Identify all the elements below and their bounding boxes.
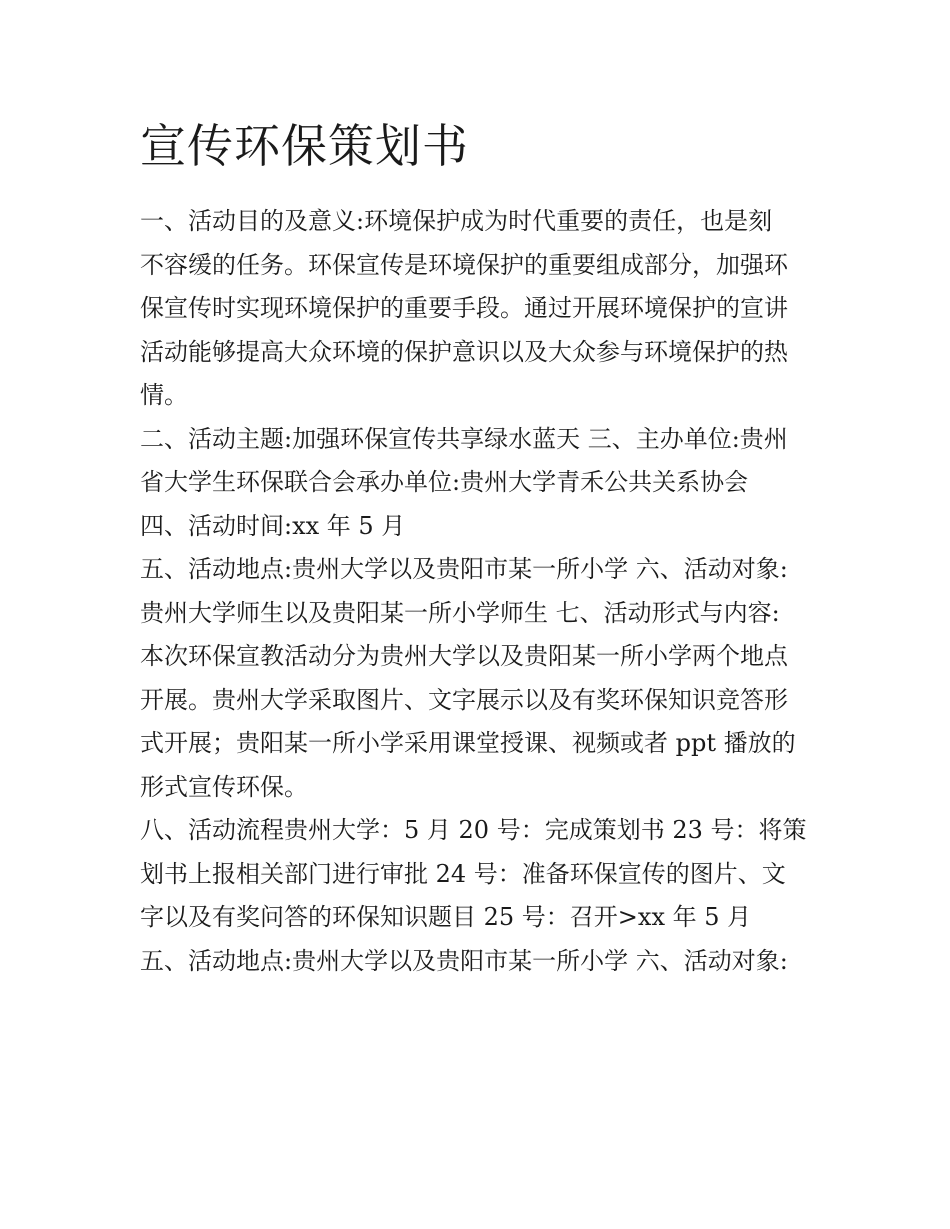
text-line-5: 情。 [140, 381, 188, 409]
text-line-15: 八、活动流程贵州大学：5 月 20 号：完成策划书 23 号：将策 [140, 816, 807, 844]
text-line-13: 式开展；贵阳某一所小学采用课堂授课、视频或者 ppt 播放的 [140, 729, 796, 757]
text-line-14: 形式宣传环保。 [140, 772, 308, 801]
document-body [140, 200, 820, 983]
text-line-10: 贵州大学师生以及贵阳某一所小学师生 七、活动形式与内容: [140, 598, 780, 627]
text-line-17: 字以及有奖问答的环保知识题目 25 号：召开>xx 年 5 月 [140, 903, 752, 931]
text-line-3: 保宣传时实现环境保护的重要手段。通过开展环境保护的宣讲 [140, 294, 788, 322]
text-line-12: 开展。贵州大学采取图片、文字展示以及有奖环保知识竞答形 [140, 685, 788, 714]
document-title: 宣传环保策划书 [140, 119, 469, 173]
text-line-18: 五、活动地点:贵州大学以及贵阳市某一所小学 六、活动对象: [140, 946, 788, 975]
text-line-11: 本次环保宣教活动分为贵州大学以及贵阳某一所小学两个地点 [140, 642, 788, 670]
text-line-1: 一、活动目的及意义:环境保护成为时代重要的责任，也是刻 [140, 207, 773, 235]
text-line-16: 划书上报相关部门进行审批 24 号：准备环保宣传的图片、文 [140, 859, 786, 888]
text-line-8: 四、活动时间:xx 年 5 月 [140, 511, 406, 540]
text-line-2: 不容缓的任务。环保宣传是环境保护的重要组成部分，加强环 [140, 250, 788, 279]
text-line-7: 省大学生环保联合会承办单位:贵州大学青禾公共关系协会 [140, 468, 749, 496]
text-line-9: 五、活动地点:贵州大学以及贵阳市某一所小学 六、活动对象: [140, 555, 788, 583]
text-line-6: 二、活动主题:加强环保宣传共享绿水蓝天 三、主办单位:贵州 [140, 424, 788, 453]
text-line-4: 活动能够提高大众环境的保护意识以及大众参与环境保护的热 [140, 337, 788, 366]
